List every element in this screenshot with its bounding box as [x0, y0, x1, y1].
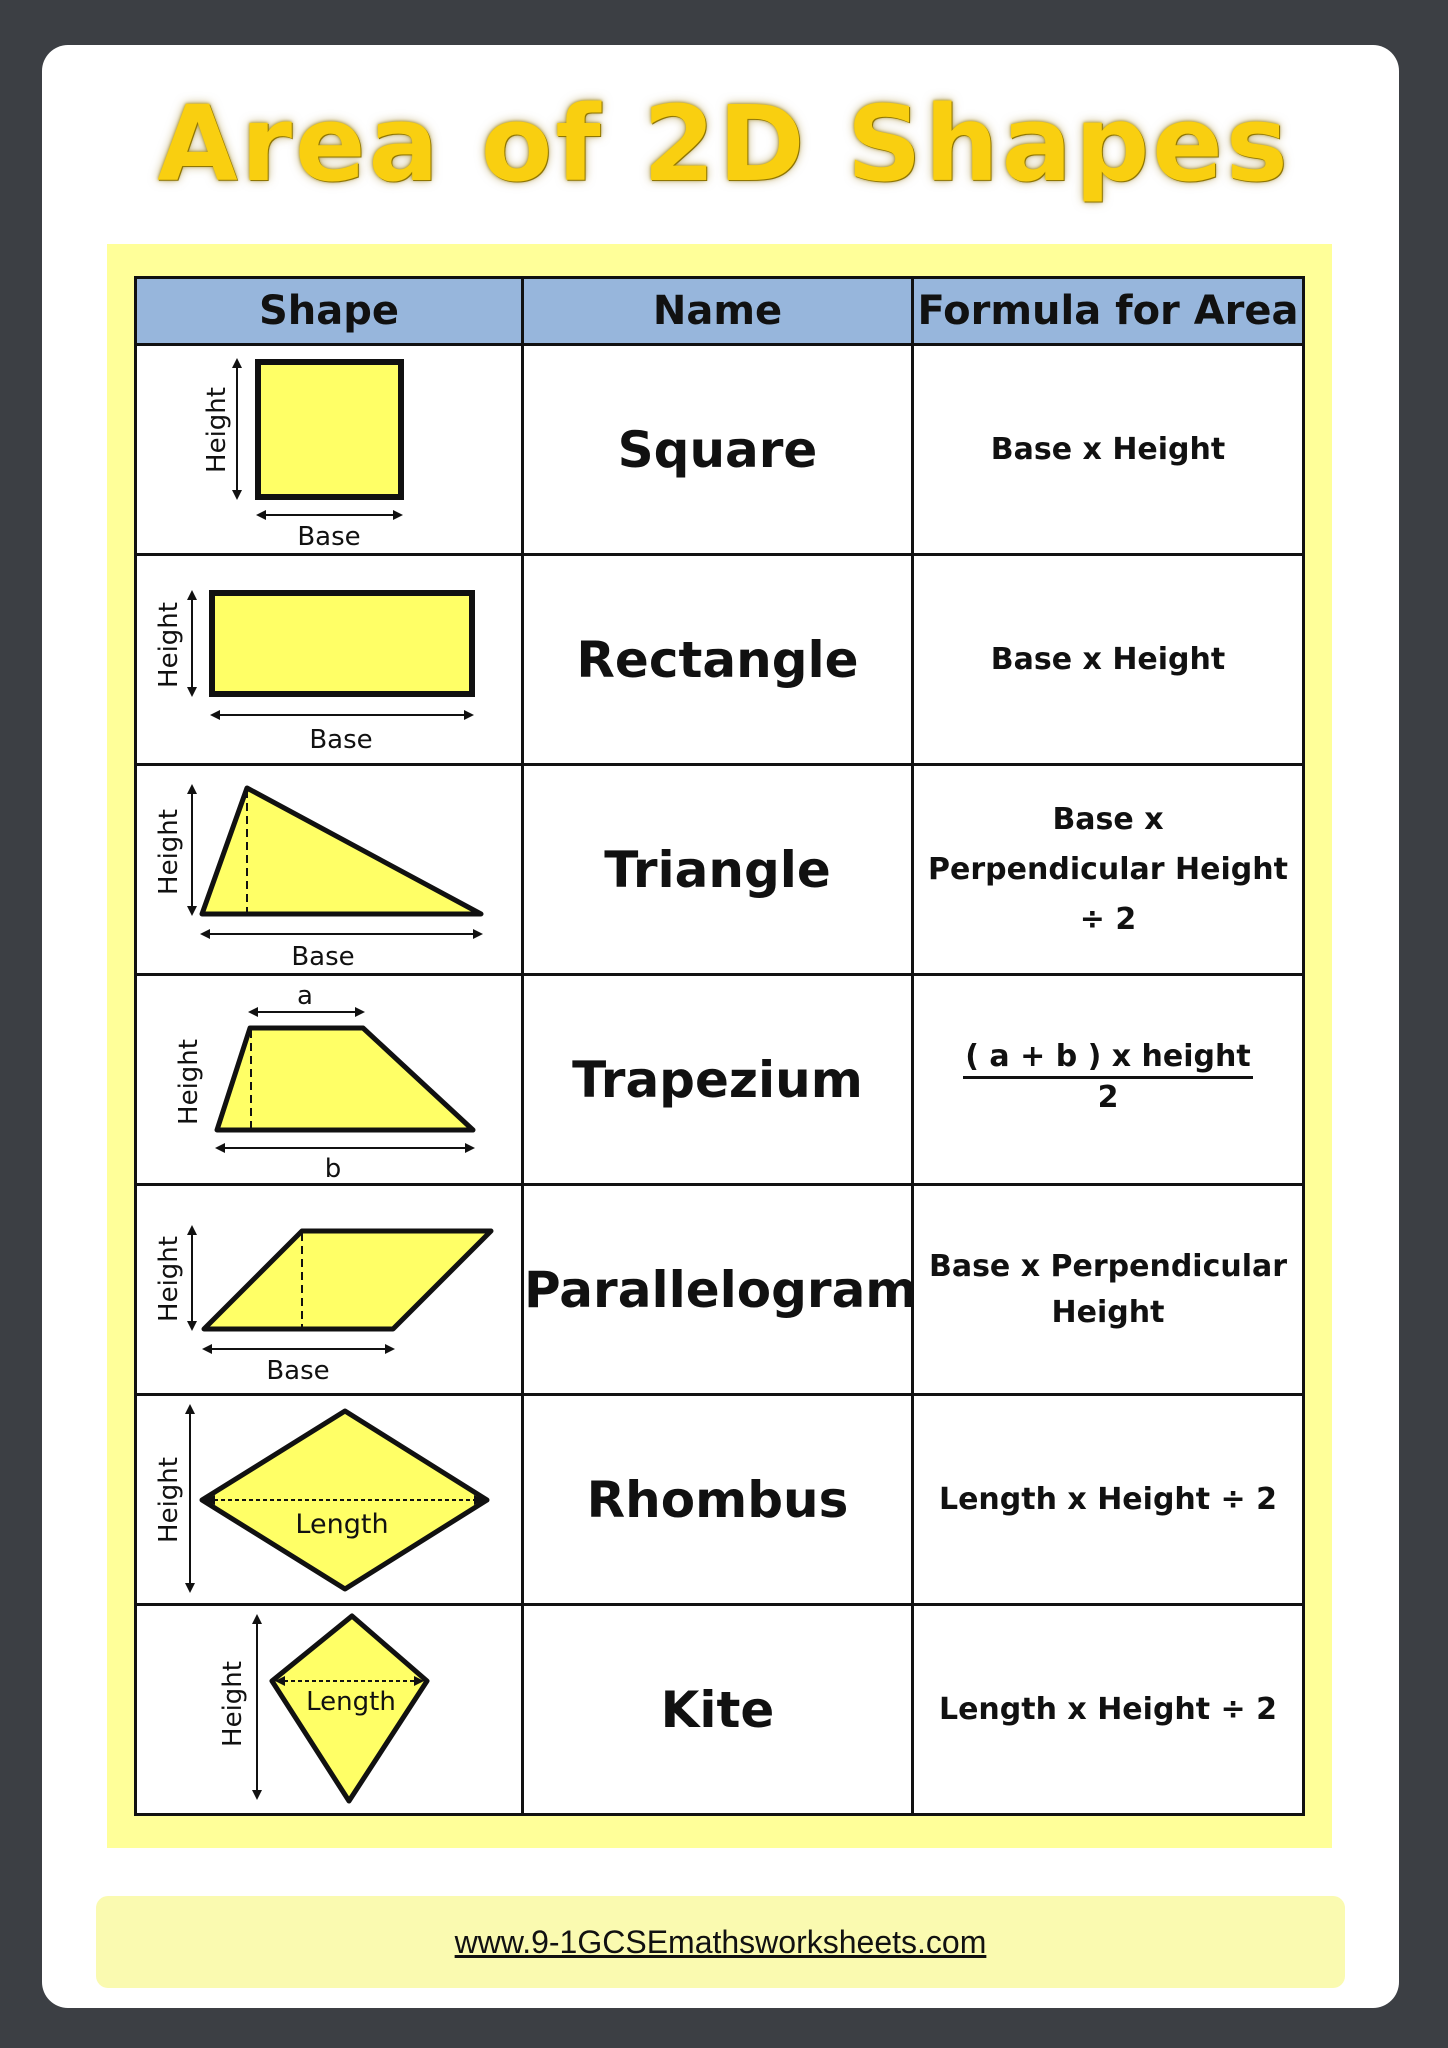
shape-name: Square [523, 345, 913, 555]
formula-line: Base x Perpendicular [928, 1248, 1288, 1284]
trapezium-bottom-label: b [324, 1154, 342, 1183]
header-formula: Formula for Area [913, 278, 1304, 345]
formula-line: Base x [1052, 801, 1164, 837]
square-diagram [137, 346, 524, 553]
table-header-row [136, 278, 1304, 345]
area-table [134, 276, 1305, 1816]
trapezium-diagram [137, 976, 524, 1183]
shape-name: Parallelogram [523, 1185, 913, 1395]
website-link[interactable]: www.9-1GCSEmathsworksheets.com [454, 1923, 987, 1960]
shape-name: Trapezium [523, 975, 913, 1185]
shape-formula: Length x Height ÷ 2 [913, 1605, 1304, 1815]
fraction [963, 1038, 1252, 1117]
table-row [136, 975, 1304, 1185]
parallelogram-base-label: Base [266, 1356, 330, 1386]
triangle-diagram [137, 766, 524, 973]
square-base-label: Base [297, 522, 361, 552]
shape-cell-square [136, 345, 523, 555]
rectangle-base-label: Base [309, 725, 373, 755]
trapezium-top-label: a [297, 981, 313, 1011]
kite-length-label: Length [306, 1687, 396, 1717]
shape-name: Rhombus [523, 1395, 913, 1605]
shape-name: Rectangle [523, 555, 913, 765]
formula-line: ÷ 2 [1079, 901, 1137, 937]
kite-height-label: Height [218, 1661, 248, 1747]
rectangle-height-label: Height [154, 602, 184, 688]
footer-bar [96, 1896, 1345, 1988]
fraction-denominator: 2 [1097, 1080, 1119, 1115]
table-row [136, 1185, 1304, 1395]
parallelogram-height-label: Height [154, 1236, 184, 1322]
table-row [136, 1395, 1304, 1605]
kite-diagram [137, 1606, 524, 1813]
rectangle-diagram [137, 556, 524, 763]
shape-cell-rectangle [136, 555, 523, 765]
rhombus-length-label: Length [295, 1509, 389, 1540]
fraction-numerator: ( a + b ) x height [963, 1038, 1252, 1079]
formula-line: Perpendicular Height [928, 851, 1288, 887]
table-row [136, 555, 1304, 765]
shape-name: Triangle [523, 765, 913, 975]
shape-formula [913, 1185, 1304, 1395]
rhombus-diagram [137, 1396, 524, 1603]
shape-cell-triangle [136, 765, 523, 975]
parallelogram-diagram [137, 1186, 524, 1393]
formula-line: Height [1051, 1294, 1165, 1330]
table-row [136, 765, 1304, 975]
header-name: Name [523, 278, 913, 345]
header-shape: Shape [136, 278, 523, 345]
shape-cell-kite [136, 1605, 523, 1815]
shape-cell-trapezium [136, 975, 523, 1185]
table-row [136, 1605, 1304, 1815]
shape-name: Kite [523, 1605, 913, 1815]
shape-formula [913, 975, 1304, 1185]
shape-formula: Base x Height [913, 555, 1304, 765]
trapezium-height-label: Height [174, 1039, 204, 1125]
shape-cell-rhombus [136, 1395, 523, 1605]
shape-formula: Length x Height ÷ 2 [913, 1395, 1304, 1605]
page-title: Area of 2D Shapes [157, 83, 1291, 205]
shape-formula: Base x Height [913, 345, 1304, 555]
rhombus-height-label: Height [154, 1457, 184, 1543]
shape-cell-parallelogram [136, 1185, 523, 1395]
triangle-base-label: Base [291, 942, 355, 972]
square-height-label: Height [202, 387, 232, 473]
triangle-height-label: Height [154, 809, 184, 895]
table-row [136, 345, 1304, 555]
shape-formula [913, 765, 1304, 975]
